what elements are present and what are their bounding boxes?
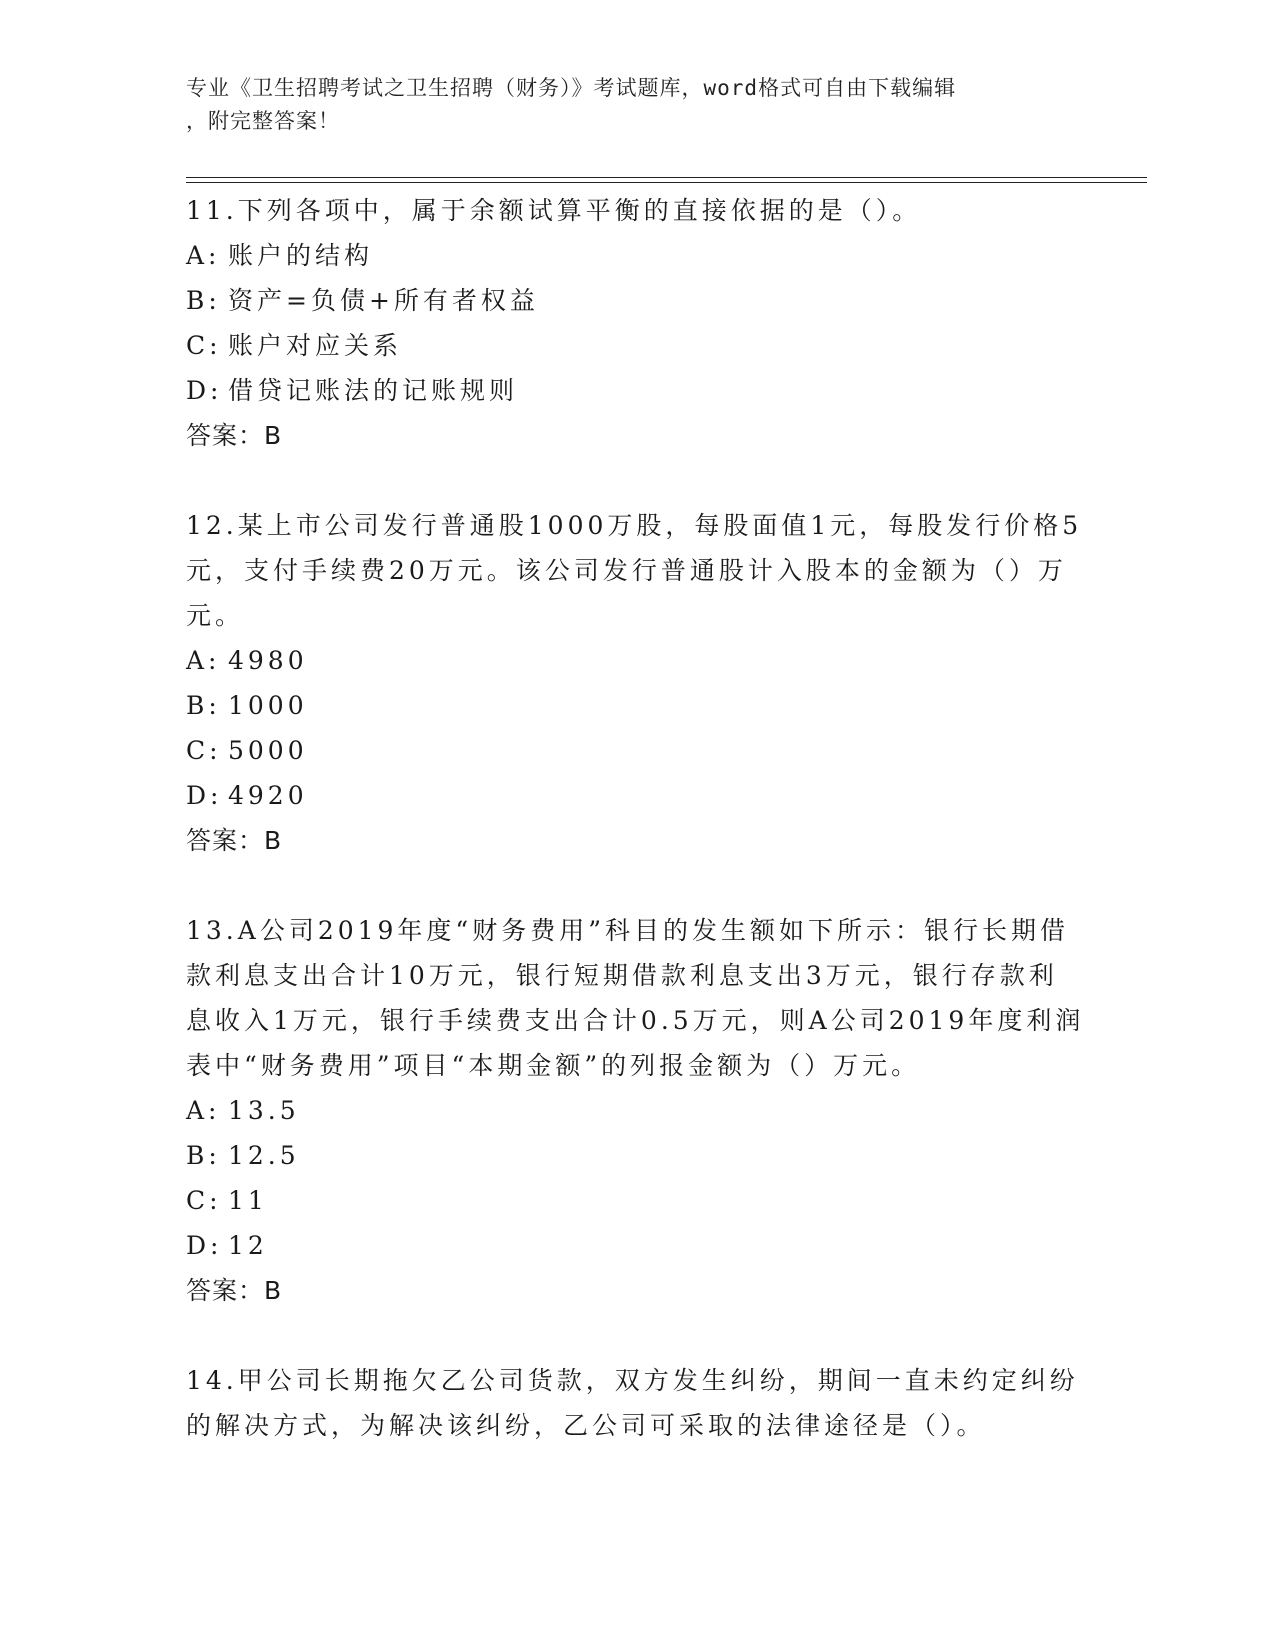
header-divider-top [186, 177, 1147, 178]
option-letter: B: [186, 691, 221, 720]
spacer [186, 1313, 1086, 1358]
question-text: 11.下列各项中，属于余额试算平衡的直接依据的是（）。 [186, 196, 922, 225]
option-letter: C: [186, 1186, 222, 1215]
option-b [186, 278, 1086, 323]
option-text: 资产=负债+所有者权益 [228, 286, 539, 315]
option-a [186, 233, 1086, 278]
option-text: 4980 [228, 646, 308, 675]
option-a [186, 638, 1086, 683]
option-b [186, 683, 1086, 728]
option-letter: C: [186, 736, 222, 765]
option-d [186, 368, 1086, 413]
option-letter: C: [186, 331, 222, 360]
question-12 [186, 503, 1086, 863]
option-letter: A: [186, 1096, 221, 1125]
option-c [186, 1178, 1086, 1223]
option-d [186, 1223, 1086, 1268]
spacer [186, 863, 1086, 908]
option-letter: D: [186, 781, 223, 810]
question-text: 12.某上市公司发行普通股1000万股，每股面值1元，每股发行价格5元，支付手续费20万元。该公司发行普通股计入股本的金额为（）万元。 [186, 511, 1083, 630]
option-text: 12.5 [228, 1141, 300, 1170]
option-text: 4920 [228, 781, 308, 810]
option-letter: A: [186, 646, 221, 675]
option-text: 13.5 [228, 1096, 300, 1125]
header-line-2: ，附完整答案！ [186, 109, 340, 133]
question-list [186, 188, 1086, 1448]
spacer [186, 458, 1086, 503]
document-header [186, 72, 1086, 138]
answer: 答案：B [186, 1276, 283, 1305]
option-a [186, 1088, 1086, 1133]
option-d [186, 773, 1086, 818]
option-b [186, 1133, 1086, 1178]
option-text: 账户对应关系 [228, 331, 403, 360]
option-c [186, 323, 1086, 368]
option-letter: A: [186, 241, 221, 270]
option-text: 借贷记账法的记账规则 [228, 376, 519, 405]
option-text: 12 [228, 1231, 268, 1260]
option-text: 1000 [228, 691, 308, 720]
option-text: 11 [228, 1186, 268, 1215]
question-13 [186, 908, 1086, 1313]
question-text: 14.甲公司长期拖欠乙公司货款，双方发生纠纷，期间一直未约定纠纷的解决方式，为解决该纠纷，乙公司可采取的法律途径是（）。 [186, 1366, 1079, 1440]
header-divider-bottom [186, 182, 1147, 183]
option-letter: D: [186, 1231, 223, 1260]
option-letter: B: [186, 1141, 221, 1170]
question-text: 13.A公司2019年度“财务费用”科目的发生额如下所示：银行长期借款利息支出合计10万元，银行短期借款利息支出3万元，银行存款利息收入1万元，银行手续费支出合计0.5万元，则A公司2019年度利润表中“财务费用”项目“本期金额”的列报金额为（）万元。 [186, 916, 1085, 1080]
answer: 答案：B [186, 826, 283, 855]
answer: 答案：B [186, 421, 283, 450]
question-11 [186, 188, 1086, 458]
option-letter: D: [186, 376, 223, 405]
option-letter: B: [186, 286, 221, 315]
header-line-1: 专业《卫生招聘考试之卫生招聘（财务）》考试题库，word格式可自由下载编辑 [186, 76, 957, 100]
option-text: 5000 [228, 736, 308, 765]
option-text: 账户的结构 [228, 241, 374, 270]
option-c [186, 728, 1086, 773]
question-14 [186, 1358, 1086, 1448]
